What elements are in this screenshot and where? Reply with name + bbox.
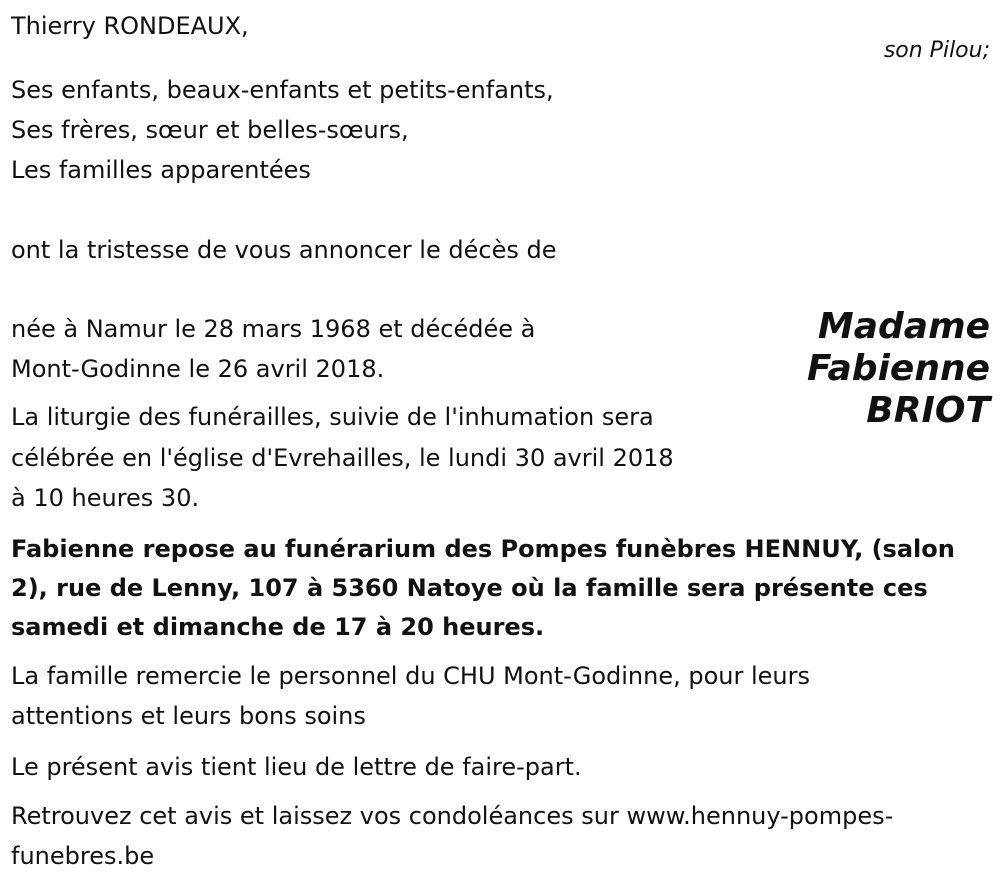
deceased-first-name: Fabienne [807, 348, 990, 389]
condolences-line-2: funebres.be [11, 842, 155, 870]
condolences-line-1: Retrouvez cet avis et laissez vos condoléances sur www.hennuy-pompes- [11, 802, 894, 830]
deceased-last-name: BRIOT [866, 390, 990, 431]
death-line: Mont-Godinne le 26 avril 2018. [11, 355, 385, 383]
liturgy-line-1: La liturgie des funérailles, suivie de l'inhumation sera [11, 403, 654, 431]
family-line-relatives: Les familles apparentées [11, 156, 311, 184]
family-line-siblings: Ses frères, sœur et belles-sœurs, [11, 116, 409, 144]
family-line-children: Ses enfants, beaux-enfants et petits-enfants, [11, 76, 554, 104]
funerarium-line-2: 2), rue de Lenny, 107 à 5360 Natoye où la famille sera présente ces [11, 574, 928, 602]
deceased-name-block [807, 306, 990, 432]
funerarium-line-1: Fabienne repose au funérarium des Pompes funèbres HENNUY, (salon [11, 535, 955, 563]
birth-line: née à Namur le 28 mars 1968 et décédée à [11, 315, 536, 343]
deceased-title: Madame [817, 306, 990, 347]
thanks-line-1: La famille remercie le personnel du CHU Mont-Godinne, pour leurs [11, 662, 810, 690]
liturgy-line-3: à 10 heures 30. [11, 484, 200, 512]
thanks-line-2: attentions et leurs bons soins [11, 702, 366, 730]
announcement-line: ont la tristesse de vous annoncer le décès de [11, 236, 557, 264]
spouse-line: Thierry RONDEAUX, [11, 12, 249, 40]
liturgy-line-2: célébrée en l'église d'Evrehailles, le lundi 30 avril 2018 [11, 444, 674, 472]
spouse-nickname: son Pilou; [883, 38, 990, 63]
funerarium-line-3: samedi et dimanche de 17 à 20 heures. [11, 613, 545, 641]
notice-line: Le présent avis tient lieu de lettre de faire-part. [11, 753, 582, 781]
